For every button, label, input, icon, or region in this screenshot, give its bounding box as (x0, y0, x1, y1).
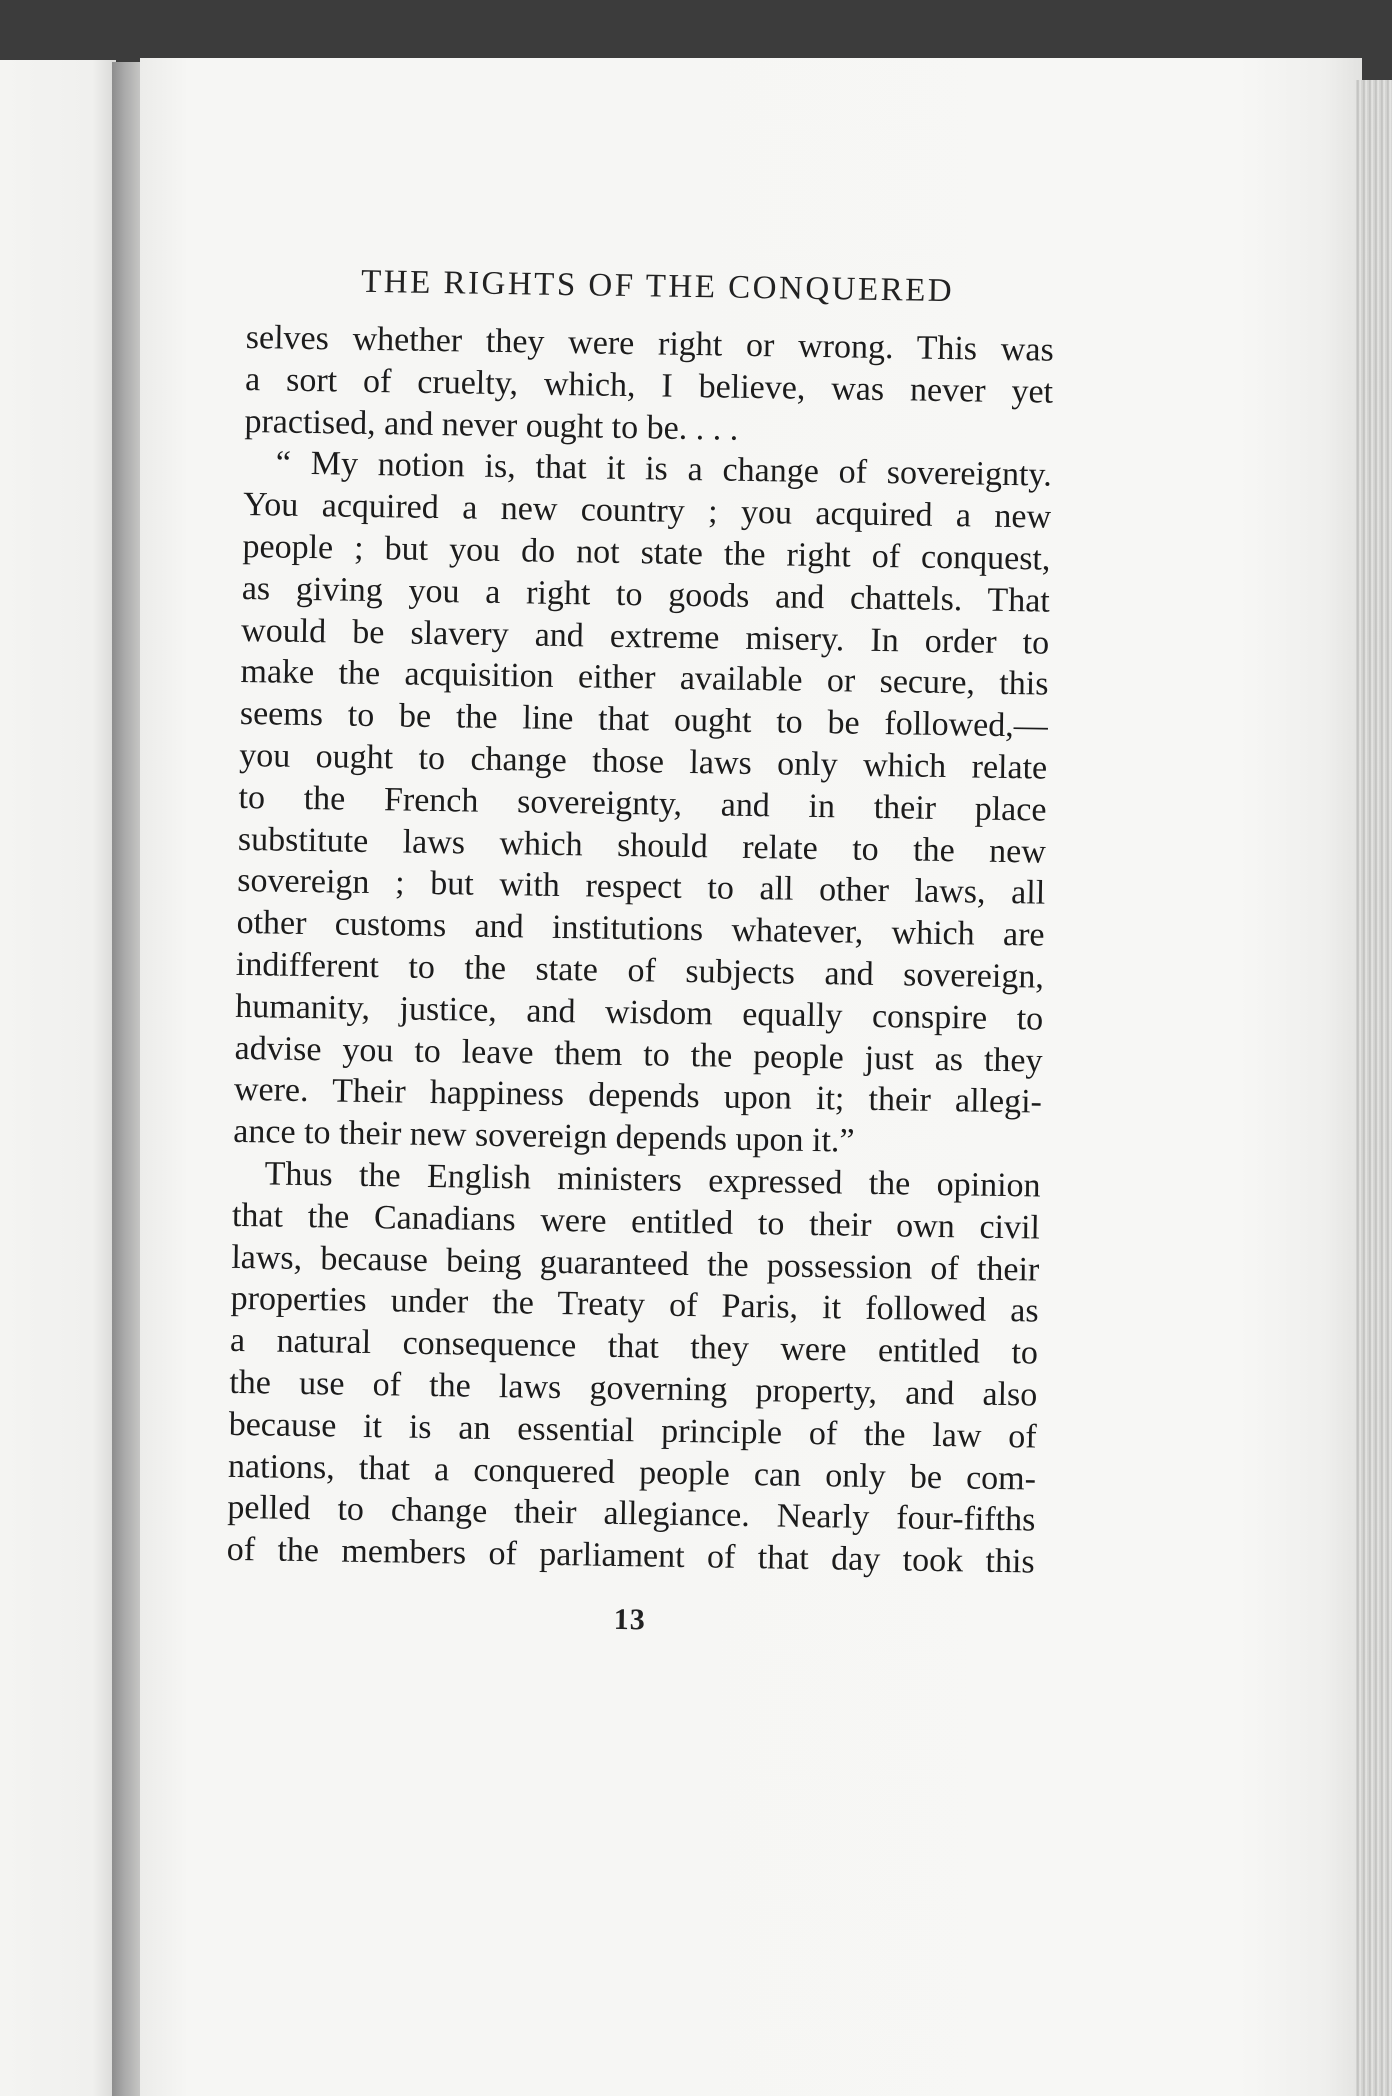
page-text-block (225, 262, 1054, 1643)
book-gutter (112, 62, 142, 2096)
text-line: a natural consequence that they were entitled to (229, 1321, 1039, 1372)
text-line: humanity, justice, and wisdom equally conspire to (235, 987, 1044, 1038)
text-line: you ought to change those laws only which relate (238, 736, 1048, 787)
text-line: properties under the Treaty of Paris, it followed as (230, 1280, 1039, 1330)
text-line: pelled to change their allegiance. Nearly four-fifths (227, 1489, 1036, 1539)
text-line: of the members of parliament of that day took this (226, 1530, 1035, 1581)
text-line: practised, and never ought to be. . . . (244, 402, 739, 448)
facing-page-edge (0, 60, 116, 2096)
text-line: other customs and institutions whatever, which are (236, 904, 1045, 954)
running-head: THE RIGHTS OF THE CONQUERED (360, 263, 955, 310)
paragraph-continuation (244, 317, 1054, 455)
text-line: because it is an essential principle of the law of (228, 1405, 1037, 1456)
text-line: nations, that a conquered people can only be com- (227, 1447, 1037, 1498)
text-line: sovereign ; but with respect to all other laws, all (236, 862, 1046, 912)
text-line: would be slavery and extreme misery. In order to (240, 611, 1050, 662)
paragraph-quotation (233, 442, 1052, 1165)
page-number: 13 (613, 1602, 646, 1637)
text-line: people ; but you do not state the right of conquest, (242, 527, 1051, 578)
text-line: Thus the English ministers expressed the opinion (264, 1155, 1041, 1205)
page-stack-edge (1356, 80, 1392, 2096)
text-line: to the French sovereignty, and in their place (238, 778, 1047, 829)
text-line: make the acquisition either available or secure, this (240, 653, 1049, 704)
text-line: the use of the laws governing property, and also (229, 1363, 1038, 1414)
text-line: You acquired a new country ; you acquired a new (242, 486, 1052, 536)
text-line: selves whether they were right or wrong. This was (245, 318, 1055, 369)
text-line: laws, because being guaranteed the possession of their (231, 1238, 1040, 1289)
text-line: ance to their new sovereign depends upon it.” (233, 1113, 855, 1160)
text-line: as giving you a right to goods and chattels. That (241, 569, 1051, 620)
paragraph-commentary (226, 1153, 1040, 1584)
text-line: seems to be the line that ought to be followed,— (239, 695, 1049, 745)
text-line: indifferent to the state of subjects and sovereign, (235, 945, 1045, 996)
text-line: were. Their happiness depends upon it; their allegi- (233, 1071, 1043, 1121)
text-line: “ My notion is, that it is a change of sovereignty. (275, 444, 1053, 495)
text-line: a sort of cruelty, which, I believe, was never yet (244, 360, 1054, 411)
text-line: advise you to leave them to the people just as they (234, 1029, 1043, 1080)
text-line: that the Canadians were entitled to their own civil (231, 1196, 1041, 1247)
text-line: substitute laws which should relate to the new (237, 820, 1047, 871)
